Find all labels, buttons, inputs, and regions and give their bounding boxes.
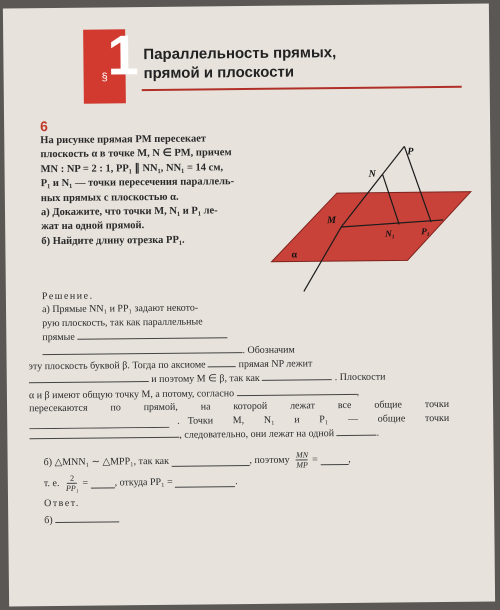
geometry-figure (266, 144, 478, 296)
answer-blank[interactable] (175, 477, 235, 488)
problem-text (40, 132, 281, 250)
answer-blank[interactable] (55, 512, 119, 523)
textbook-page (3, 3, 495, 606)
chapter-number: 1 (107, 23, 139, 87)
label-n: N (368, 168, 376, 180)
label-n1: N₁ (385, 228, 395, 239)
answer-blank[interactable] (42, 343, 242, 355)
solution-heading: Решение. (41, 290, 94, 303)
answer-blank[interactable] (171, 456, 249, 467)
problem-line: а) Докажите, что точки M, N₁ и P₁ ле- (40, 205, 218, 219)
solution-text: Решение. а) Прямые NN₁ и PP₁ задают некото- рую плоскость, так как параллельные прямые . Обозначим эту плоскость буквой β. Тогда по аксиоме прямая NP лежит и поэтому M ∈ β, так как . Плоскости α и β имеют общую точку M, а потому, согласно , пересекаются по прямой, на которой лежат все общие точки . Точки M, N₁ и P₁ — общие точки , следовательно, они лежат на одной . б) △MNN₁ ∼ △MPP₁, так как , поэтому $\frac{MN}{MP}$ = , т. е. $\frac{2}{\text{PP₁}}$ = , откуда PP₁ = . Ответ. б) (28, 286, 470, 528)
chapter-title: Параллельность прямых, прямой и плоскости (143, 44, 337, 83)
problem-line: ных прямых с плоскостью α. (40, 191, 179, 204)
answer-blank[interactable] (91, 478, 115, 488)
problem-line: На рисунке прямая PM пересекает (40, 133, 207, 147)
ratio-fraction: $\frac{MN}{MP}$ (295, 450, 309, 470)
solution-line: а) Прямые NN₁ и PP₁ задают некото- (41, 302, 199, 316)
answer-blank[interactable] (320, 455, 348, 465)
section-mark: § (101, 71, 108, 84)
label-m: M (327, 215, 337, 227)
answer-blank[interactable] (262, 371, 332, 382)
problem-line: MN : NP = 2 : 1, PP₁ ∥ NN₁, NN₁ = 14 см, (40, 162, 224, 175)
label-p: P (407, 146, 414, 158)
result-fraction: $\frac{2}{\text{PP₁}}$ (65, 474, 79, 494)
problem-line: плоскость α в точке M, N ∈ PM, причем (40, 147, 232, 161)
plane-alpha (271, 192, 472, 262)
answer-blank[interactable] (29, 428, 179, 440)
label-alpha: α (291, 249, 298, 261)
problem-line: жат на одной прямой. (41, 220, 145, 233)
answer-heading: Ответ. (44, 498, 80, 510)
answer-blank[interactable] (29, 372, 149, 383)
label-p1: P₁ (421, 226, 430, 237)
answer-blank[interactable] (77, 328, 227, 340)
problem-number: 6 (40, 118, 48, 135)
problem-line: б) Найдите длину отрезка PP₁. (41, 234, 185, 248)
answer-blank[interactable] (336, 426, 376, 436)
answer-blank[interactable] (208, 357, 236, 367)
answer-blank[interactable] (237, 385, 357, 396)
header-rule (142, 86, 462, 91)
solution-line: рую плоскость, так как параллельные (42, 316, 203, 329)
problem-line: P₁ и N₁ — точки пересечения параллель- (40, 176, 235, 190)
